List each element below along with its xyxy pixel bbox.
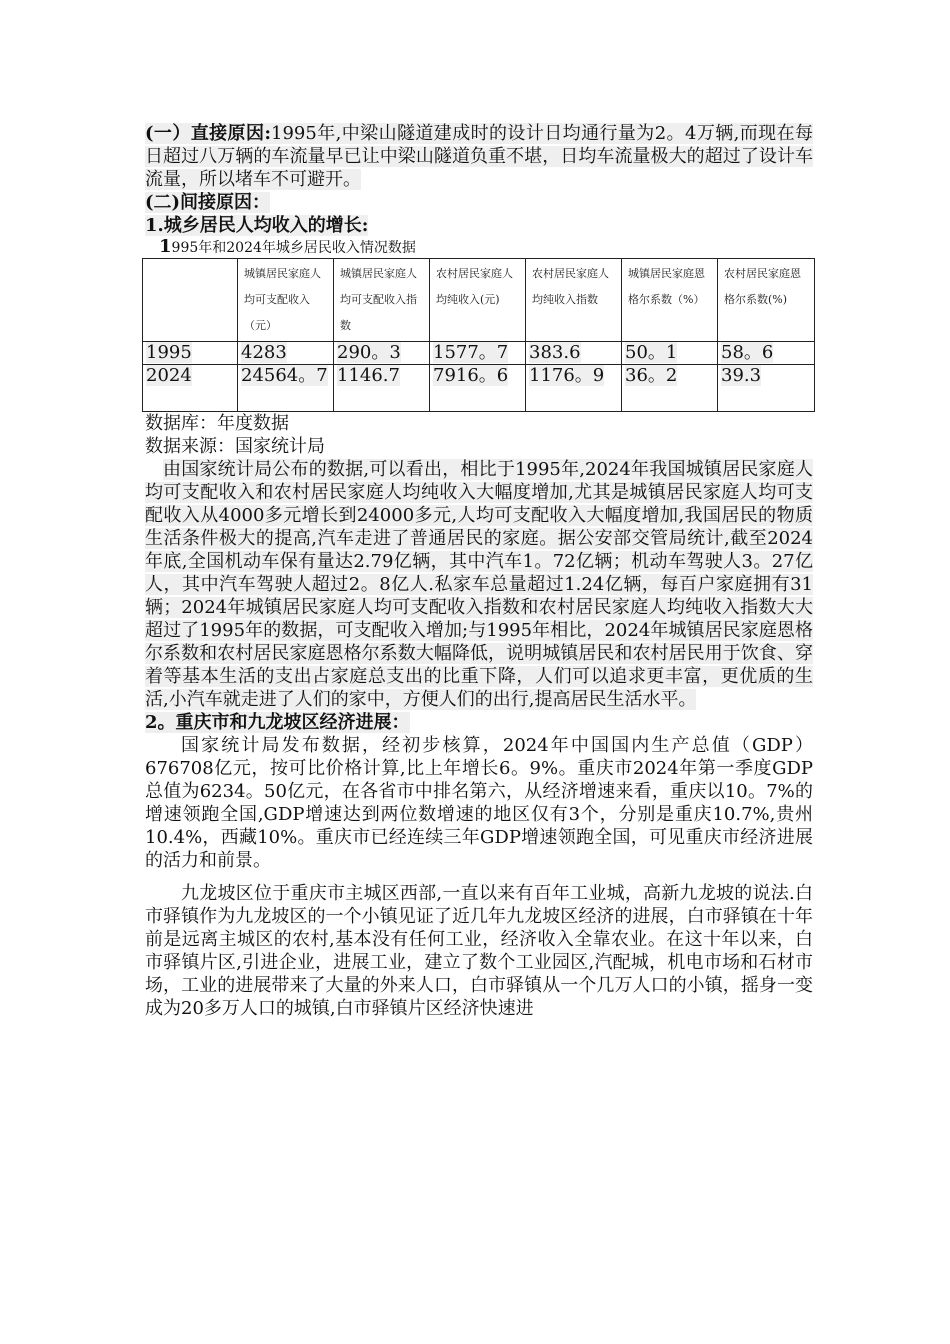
table-header-cell xyxy=(143,259,238,342)
economy-paragraph-1: 国家统计局发布数据，经初步核算，2024年中国国内生产总值（GDP）676708亿元，按可比价格计算,比上年增长6。9%。重庆市2024年第一季度GDP总值为6234。50亿元，在各省市中排名第六，从经济增速来看，重庆以10。7%的增速领跑全国,GDP增速达到两位数增速的地区仅有3个，分别是重庆10.7%,贵州10.4%，西藏10%。重庆市已经连续三年GDP增速领跑全国，可见重庆市经济进展的活力和前景。 xyxy=(145,735,813,871)
table-cell: 24564。7 xyxy=(238,365,334,412)
direct-cause-text: 1995年,中梁山隧道建成时的设计日均通行量为2。4万辆,而现在每日超过八万辆的车流量早已让中梁山隧道负重不堪，日均车流量极大的超过了设计车流量，所以堵车不可避开。 xyxy=(145,123,813,190)
table-header-cell: 农村居民家庭恩格尔系数(%) xyxy=(718,259,815,342)
table-header-row xyxy=(143,259,815,342)
table-cell: 50。1 xyxy=(622,342,718,365)
data-source-org: 数据来源：国家统计局 xyxy=(145,436,325,457)
analysis-paragraph: 由国家统计局公布的数据,可以看出，相比于1995年,2024年我国城镇居民家庭人均可支配收入和农村居民家庭人均纯收入大幅度增加,尤其是城镇居民家庭人均可支配收入从4000多元增长到24000多元,人均可支配收入大幅度增加,我国居民的物质生活条件极大的提高,汽车走进了普通居民的家庭。据公安部交管局统计,截至2024年底,全国机动车保有量达2.79亿辆，其中汽车1。72亿辆；机动车驾驶人3。27亿人，其中汽车驾驶人超过2。8亿人.私家车总量超过1.24亿辆，每百户家庭拥有31辆；2024年城镇居民家庭人均可支配收入指数和农村居民家庭人均纯收入指数大大超过了1995年的数据，可支配收入增加;与1995年相比，2024年城镇居民家庭恩格尔系数和农村居民家庭恩格尔系数大幅降低，说明城镇居民和农村居民用于饮食、穿着等基本生活的支出占家庭总支出的比重下降，人们可以追求更丰富，更优质的生活,小汽车就走进了人们的家中，方便人们的出行,提高居民生活水平。 xyxy=(145,459,813,710)
table-cell: 1146.7 xyxy=(334,365,430,412)
table-header-cell: 城镇居民家庭恩格尔系数（%） xyxy=(622,259,718,342)
table-cell: 1995 xyxy=(143,342,238,365)
table-cell: 4283 xyxy=(238,342,334,365)
table-cell: 1176。9 xyxy=(526,365,622,412)
data-source-db: 数据库：年度数据 xyxy=(145,413,289,434)
section1-heading: 1.城乡居民人均收入的增长: xyxy=(145,215,369,236)
direct-cause-paragraph xyxy=(145,122,813,191)
table-cell: 383.6 xyxy=(526,342,622,365)
section2-heading: 2。重庆市和九龙坡区经济进展： xyxy=(145,712,410,733)
table-cell: 36。2 xyxy=(622,365,718,412)
table-cell: 1577。7 xyxy=(430,342,526,365)
table-cell: 2024 xyxy=(143,365,238,412)
table-caption: 1995年和2024年城乡居民收入情况数据 xyxy=(159,236,416,257)
economy-paragraph-2: 九龙坡区位于重庆市主城区西部,一直以来有百年工业城，高新九龙坡的说法.白市驿镇作为九龙坡区的一个小镇见证了近几年九龙坡区经济的进展，白市驿镇在十年前是远离主城区的农村,基本没有任何工业，经济收入全靠农业。在这十年以来，白市驿镇片区,引进企业，进展工业，建立了数个工业园区,汽配城，机电市场和石材市场，工业的进展带来了大量的外来人口，白市驿镇从一个几万人口的小镇，摇身一变成为20多万人口的城镇,白市驿镇片区经济快速进 xyxy=(145,883,813,1019)
table-row xyxy=(143,365,815,412)
table-cell: 7916。6 xyxy=(430,365,526,412)
document-page xyxy=(145,122,813,1020)
income-table xyxy=(142,258,815,412)
table-cell: 290。3 xyxy=(334,342,430,365)
table-header-cell: 城镇居民家庭人均可支配收入（元） xyxy=(238,259,334,342)
table-cell: 39.3 xyxy=(718,365,815,412)
table-header-cell: 农村居民家庭人均纯收入指数 xyxy=(526,259,622,342)
direct-cause-label: (一）直接原因: xyxy=(145,123,272,144)
table-header-cell: 农村居民家庭人均纯收入(元) xyxy=(430,259,526,342)
table-cell: 58。6 xyxy=(718,342,815,365)
indirect-cause-heading: (二)间接原因： xyxy=(145,192,271,213)
table-row xyxy=(143,342,815,365)
table-header-cell: 城镇居民家庭人均可支配收入指数 xyxy=(334,259,430,342)
